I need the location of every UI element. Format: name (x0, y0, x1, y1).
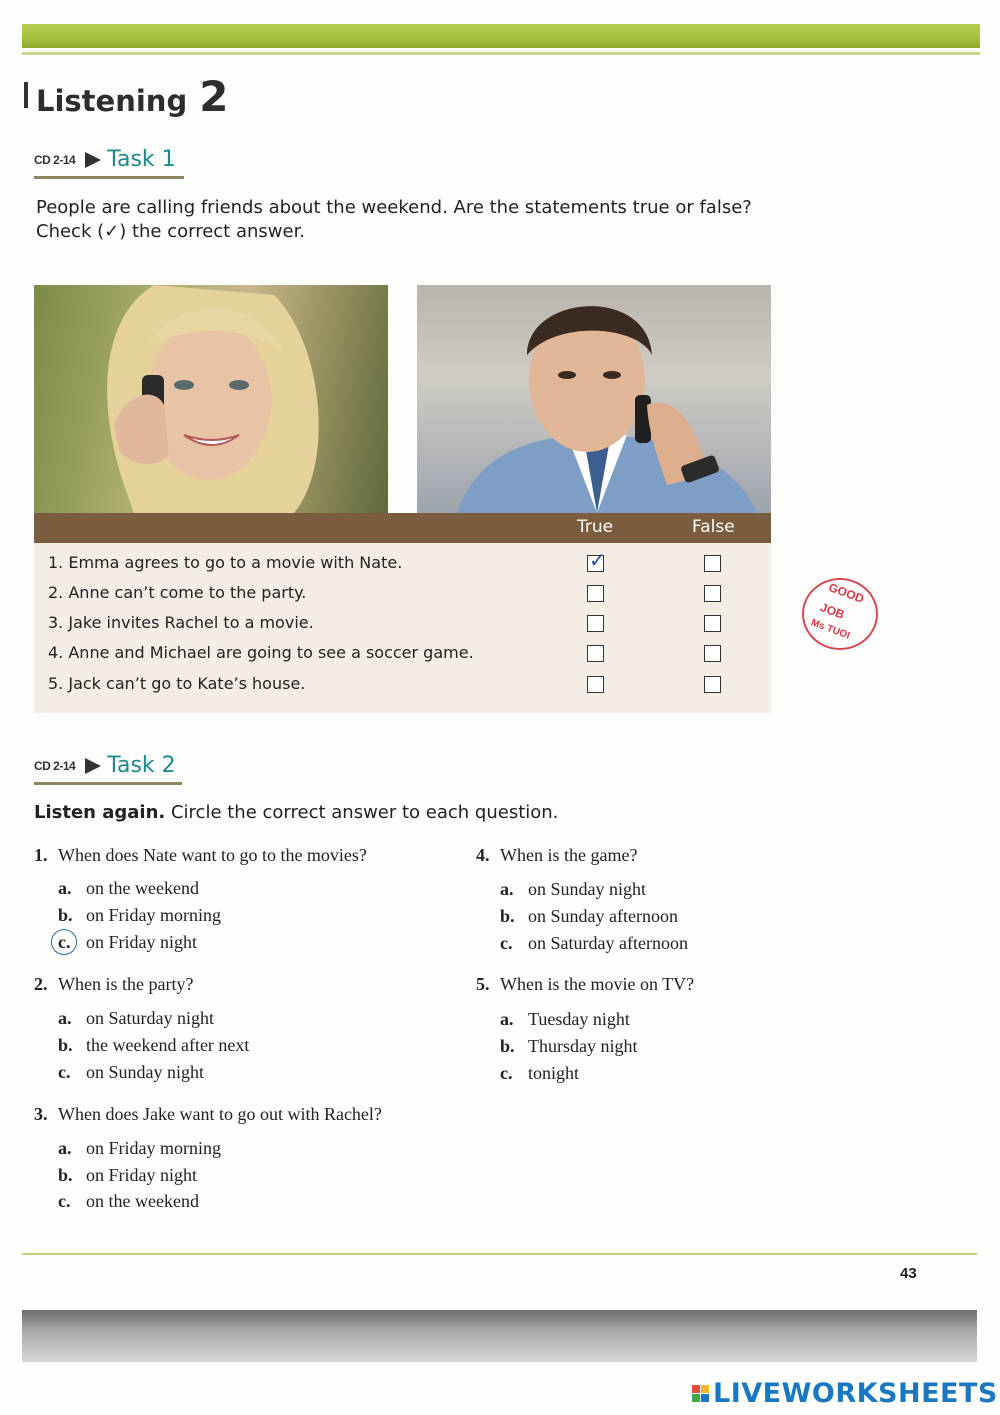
question-text: When is the movie on TV? (500, 974, 695, 994)
page-number: 43 (900, 1265, 917, 1282)
question-number: 3. (34, 1104, 48, 1124)
option-b[interactable]: b. on Friday morning (58, 905, 221, 925)
option-a[interactable]: a. on Sunday night (500, 879, 647, 899)
option-b[interactable]: b. on Friday night (58, 1165, 197, 1185)
play-icon[interactable] (85, 152, 101, 168)
table-row (34, 670, 771, 700)
question-2 (34, 974, 454, 1089)
table-row (34, 639, 771, 669)
photo-woman-on-phone (34, 285, 388, 513)
statement-text: 4. Anne and Michael are going to see a soccer game. (48, 643, 474, 662)
good-job-stamp (802, 578, 878, 650)
task1-instructions (36, 196, 776, 244)
task1-heading (34, 147, 176, 172)
liveworksheets-logo[interactable] (692, 1378, 998, 1409)
check-icon: ✓ (589, 550, 606, 572)
task1-underline (34, 176, 184, 179)
false-column-header: False (692, 517, 735, 537)
task2-instructions-rest: Circle the correct answer to each question. (165, 802, 559, 823)
task2-underline (34, 782, 182, 785)
logo-text: LIVEWORKSHEETS (713, 1378, 998, 1409)
task1-instructions-line1: People are calling friends about the weekend. Are the statements true or false? (36, 197, 752, 218)
table-row (34, 549, 771, 579)
stamp-line2: JOB (818, 600, 847, 622)
question-text: When is the game? (500, 845, 638, 865)
question-1 (34, 845, 454, 960)
false-checkbox[interactable] (704, 645, 721, 662)
question-5 (476, 974, 896, 1089)
option-b[interactable]: b. Thursday night (500, 1036, 638, 1056)
false-checkbox[interactable] (704, 555, 721, 572)
statement-text: 1. Emma agrees to go to a movie with Nate. (48, 553, 403, 572)
question-number: 1. (34, 845, 48, 865)
question-number: 5. (476, 974, 490, 994)
table-row (34, 609, 771, 639)
stamp-line3: Ms TUOI (809, 617, 852, 642)
table-header (34, 513, 771, 543)
task2-title: Task 2 (107, 753, 176, 778)
question-3 (34, 1104, 474, 1219)
question-number: 4. (476, 845, 490, 865)
section-marker (24, 82, 28, 108)
option-a[interactable]: a. on Saturday night (58, 1008, 214, 1028)
task2-heading (34, 753, 176, 778)
statement-text: 5. Jack can’t go to Kate’s house. (48, 674, 306, 693)
true-checkbox[interactable] (587, 676, 604, 693)
statement-text: 2. Anne can’t come to the party. (48, 583, 307, 602)
option-b[interactable]: b. the weekend after next (58, 1035, 250, 1055)
task1-cd-label: CD 2-14 (34, 152, 76, 167)
photo-man-on-phone (417, 285, 771, 513)
question-text: When does Jake want to go out with Rachel? (58, 1104, 382, 1124)
false-checkbox[interactable] (704, 585, 721, 602)
question-text: When is the party? (58, 974, 194, 994)
section-title (24, 72, 229, 121)
task2-instructions-bold: Listen again. (34, 802, 166, 823)
option-b[interactable]: b. on Sunday afternoon (500, 906, 678, 926)
false-checkbox[interactable] (704, 676, 721, 693)
true-checkbox[interactable] (587, 615, 604, 632)
task1-instructions-line2: Check (✓) the correct answer. (36, 221, 306, 242)
question-text: When does Nate want to go to the movies? (58, 845, 367, 865)
play-icon[interactable] (85, 758, 101, 774)
task2-instructions (34, 802, 558, 823)
top-accent-bar (22, 24, 980, 48)
top-accent-line (22, 52, 980, 55)
true-checkbox[interactable] (587, 585, 604, 602)
section-title-word: Listening (36, 84, 188, 118)
task2-cd-label: CD 2-14 (34, 758, 76, 773)
true-false-table (34, 513, 771, 713)
option-c[interactable]: c. tonight (500, 1063, 580, 1083)
option-a[interactable]: a. on Friday morning (58, 1138, 221, 1158)
logo-grid-icon (692, 1385, 709, 1402)
table-row (34, 579, 771, 609)
option-c[interactable]: c. on the weekend (58, 1191, 199, 1211)
statement-text: 3. Jake invites Rachel to a movie. (48, 613, 314, 632)
option-a[interactable]: a. on the weekend (58, 878, 199, 898)
stamp-line1: GOOD (826, 580, 866, 606)
answer-circle (51, 929, 77, 955)
true-checkbox[interactable] (587, 645, 604, 662)
option-c[interactable]: c. on Sunday night (58, 1062, 205, 1082)
scan-shadow-band (22, 1310, 977, 1362)
true-column-header: True (577, 517, 614, 537)
false-checkbox[interactable] (704, 615, 721, 632)
question-4 (476, 845, 896, 960)
option-a[interactable]: a. Tuesday night (500, 1009, 630, 1029)
section-title-number: 2 (199, 72, 229, 121)
true-checkbox[interactable] (587, 550, 606, 572)
footer-line (22, 1253, 977, 1255)
task1-title: Task 1 (107, 147, 176, 172)
option-c[interactable]: c. on Friday night (58, 932, 197, 953)
question-number: 2. (34, 974, 48, 994)
option-c[interactable]: c. on Saturday afternoon (500, 933, 688, 953)
